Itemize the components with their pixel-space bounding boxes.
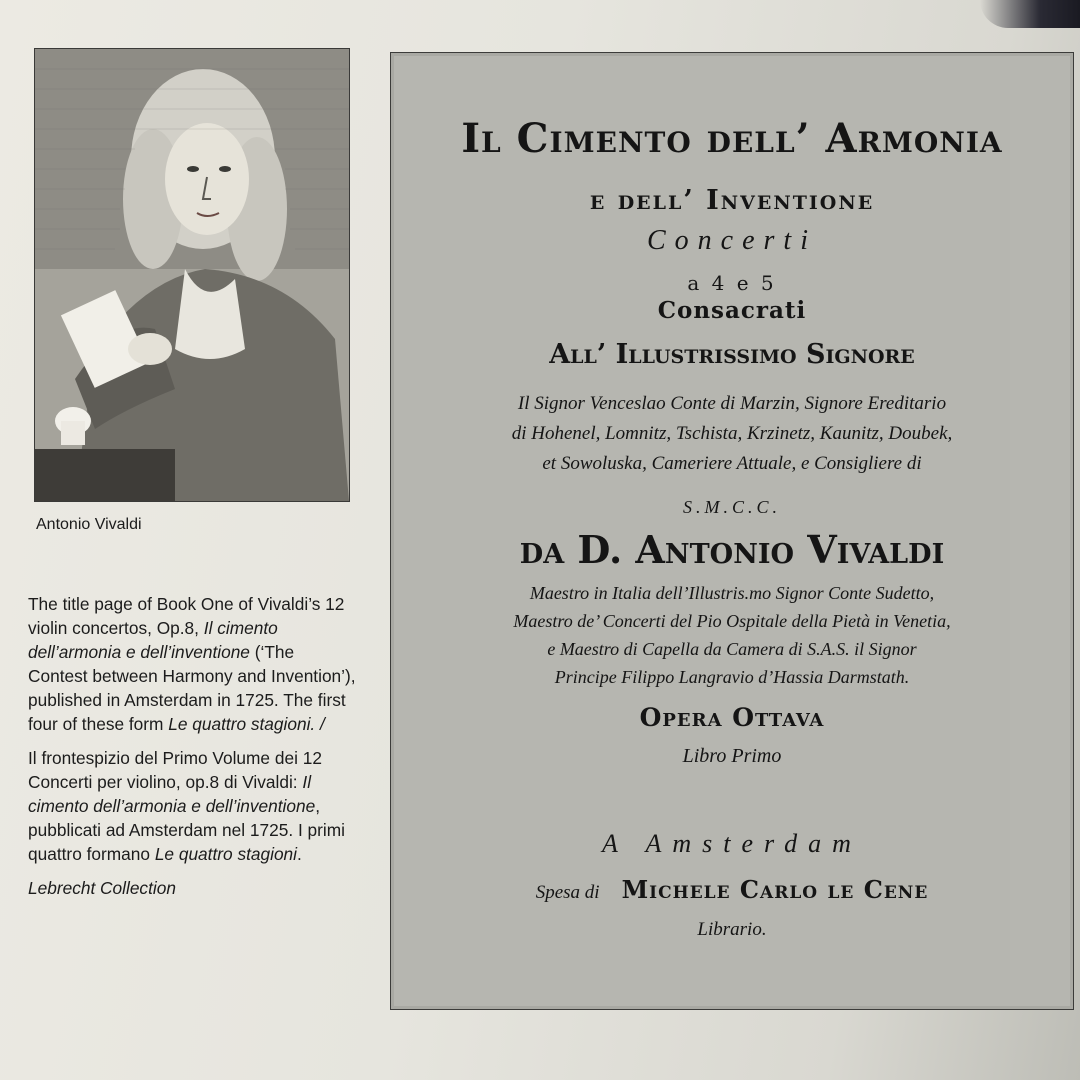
tp-consacrati: Consacrati xyxy=(657,297,807,324)
caption-it-text-2: , pubblicati ad Amsterdam nel 1725. I primi quattro formano xyxy=(28,796,345,864)
tp-publisher: Michele Carlo le Cene xyxy=(621,875,929,904)
caption-english xyxy=(28,592,358,736)
tp-smcc: S.M.C.C. xyxy=(682,497,781,517)
tp-maestro-3: e Maestro di Capella da Camera di S.A.S. il Signor xyxy=(547,639,917,659)
portrait-engraving-icon xyxy=(35,49,349,501)
tp-dedication-2: di Hohenel, Lomnitz, Tschista, Krzinetz, Kaunitz, Doubek, xyxy=(511,423,953,444)
caption-block xyxy=(28,592,358,900)
tp-maestro-2: Maestro de’ Concerti del Pio Ospitale della Pietà in Venetia, xyxy=(513,611,951,631)
tp-a4e5: a 4 e 5 xyxy=(687,271,777,295)
tp-dedication-1: Il Signor Venceslao Conte di Marzin, Signore Ereditario xyxy=(517,393,947,414)
tp-illustrissimo: All’ Illustrissimo Signore xyxy=(549,339,915,370)
portrait-caption: Antonio Vivaldi xyxy=(36,516,142,533)
tp-publisher-line xyxy=(391,875,1073,904)
tp-amsterdam: A Amsterdam xyxy=(602,829,862,858)
title-page-facsimile xyxy=(390,52,1074,1010)
book-edge-shadow xyxy=(980,0,1080,28)
caption-en-work-title: Il cimento dell’armonia e dell’inventione xyxy=(28,618,278,662)
tp-author: da D. Antonio Vivaldi xyxy=(519,527,945,572)
caption-it-text-1: Il frontespizio del Primo Volume dei 12 Concerti per violino, op.8 di Vivaldi: xyxy=(28,748,322,792)
tp-concerti: Concerti xyxy=(647,225,817,256)
caption-it-text-3: . xyxy=(297,844,302,864)
photo-credit: Lebrecht Collection xyxy=(28,878,176,898)
tp-maestro-1: Maestro in Italia dell’Illustris.mo Signor Conte Sudetto, xyxy=(529,583,935,603)
caption-it-work-title: Il cimento dell’armonia e dell’inventione xyxy=(28,772,316,816)
tp-librario: Librario. xyxy=(697,919,767,940)
tp-title-line-2: e dell’ Inventione xyxy=(589,185,875,216)
caption-italian xyxy=(28,746,358,866)
tp-maestro-4: Principe Filippo Langravio d’Hassia Darmstath. xyxy=(554,667,910,687)
tp-opera-ottava: Opera Ottava xyxy=(639,703,825,732)
vivaldi-portrait-image xyxy=(34,48,350,502)
tp-spesa-di: Spesa di xyxy=(535,882,600,903)
caption-en-text-2: (‘The Contest between Harmony and Invention’), published in Amsterdam in 1725. The first four of these form xyxy=(28,642,356,734)
caption-en-seasons-title: Le quattro stagioni. xyxy=(168,714,316,734)
caption-en-text-1: The title page of Book One of Vivaldi’s 12 violin concertos, Op.8, xyxy=(28,594,345,638)
tp-dedication-3: et Sowoluska, Cameriere Attuale, e Consigliere di xyxy=(542,453,922,474)
tp-title-line-1: Il Cimento dell’ Armonia xyxy=(461,115,1003,162)
tp-libro-primo: Libro Primo xyxy=(682,745,782,767)
caption-en-text-3: / xyxy=(315,714,325,734)
caption-it-seasons-title: Le quattro stagioni xyxy=(154,844,298,864)
